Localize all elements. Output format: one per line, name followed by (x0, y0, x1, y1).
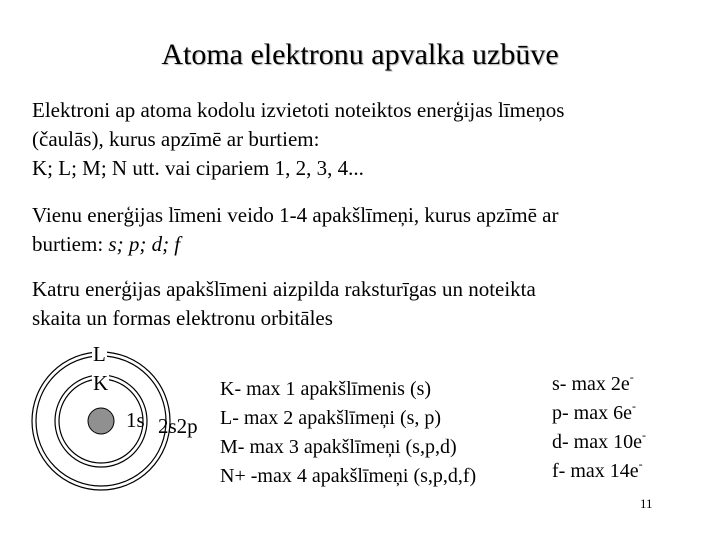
capacity-text: d- max 10e (552, 431, 642, 453)
orbital-label-1s: 1s (126, 408, 145, 432)
capacity-text: p- max 6e (552, 402, 632, 424)
text-line: K; L; M; N utt. vai cipariem 1, 2, 3, 4... (32, 156, 364, 180)
charge-sup: - (641, 428, 646, 442)
shell-label-l: L (93, 342, 106, 366)
shell-rings (0, 338, 240, 508)
slide-title: Atoma elektronu apvalka uzbūve (161, 38, 559, 71)
text-line: Vienu enerģijas līmeni veido 1-4 apakšlīmeņi, kurus apzīmē ar (32, 203, 559, 227)
sublevel-capacity-list (552, 370, 646, 486)
text-line-prefix: burtiem: (32, 232, 109, 256)
shell-label-k: K (93, 371, 109, 395)
text-line: Elektroni ap atoma kodolu izvietoti noteiktos enerģijas līmeņos (32, 98, 565, 122)
charge-sup: - (629, 370, 634, 384)
capacity-text: s- max 2e (552, 373, 630, 395)
capacity-f (552, 457, 646, 486)
paragraph-sublevels (32, 201, 692, 259)
capacity-p (552, 399, 646, 428)
text-line: Katru enerģijas apakšlīmeni aizpilda raksturīgas un noteikta (32, 277, 536, 301)
charge-sup: - (631, 399, 636, 413)
capacity-text: f- max 14e (552, 460, 639, 482)
capacity-d (552, 428, 646, 457)
capacity-s (552, 370, 646, 399)
paragraph-energy-levels (32, 96, 692, 183)
level-m: M- max 3 apakšlīmeņi (s,p,d) (220, 436, 457, 458)
charge-sup: - (638, 457, 643, 471)
nucleus (88, 408, 114, 434)
sublevel-letters: s; p; d; f (108, 232, 181, 256)
orbital-label-2s2p: 2s2p (158, 414, 198, 438)
paragraph-orbitals (32, 275, 692, 333)
text-line: skaita un formas elektronu orbitāles (32, 306, 333, 330)
level-n: N+ -max 4 apakšlīmeņi (s,p,d,f) (220, 465, 477, 487)
level-l: L- max 2 apakšlīmeņi (s, p) (220, 407, 442, 429)
level-k: K- max 1 apakšlīmenis (s) (220, 378, 432, 400)
level-capacity-list (220, 375, 476, 491)
atom-shell-diagram (0, 338, 240, 508)
text-line: (čaulās), kurus apzīmē ar burtiem: (32, 127, 320, 151)
text-line (32, 230, 692, 259)
page-number: 11 (640, 496, 653, 511)
